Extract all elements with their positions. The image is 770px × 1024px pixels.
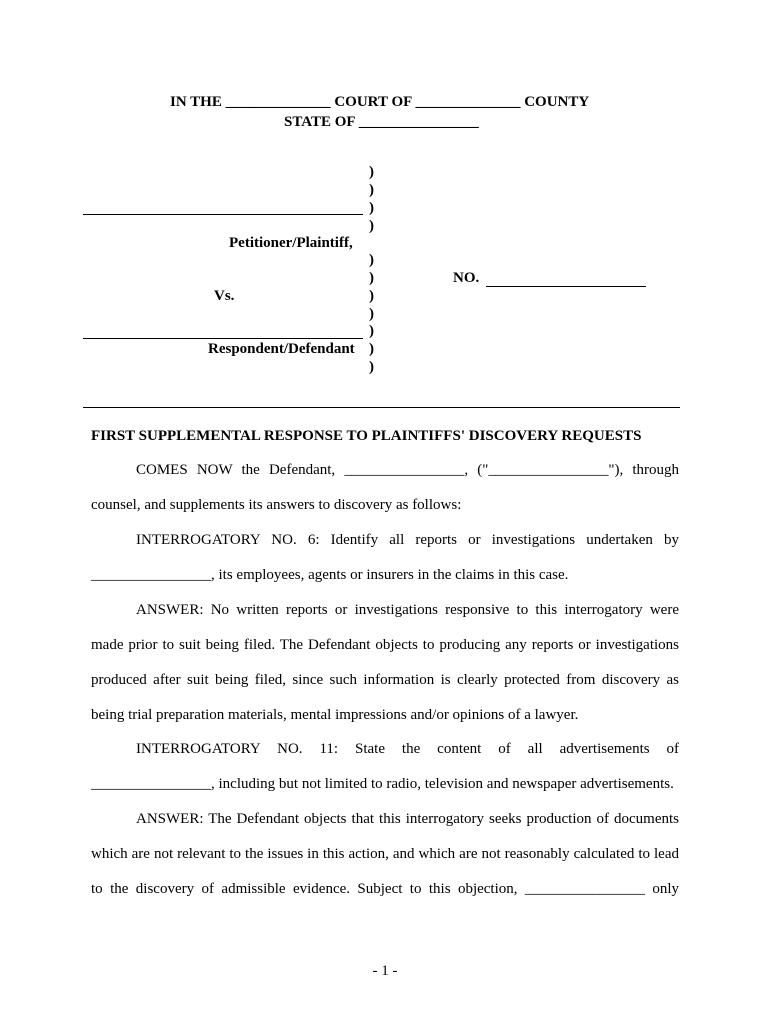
- answer-11-text: ANSWER: The Defendant objects that this interrogatory seeks production of documents which are not relevant to the issues in this action, and which are not reasonably calculated to lead to the discovery of admissible evidence. Subject to this objection, ________________ only: [91, 811, 679, 897]
- caption-paren: ): [369, 200, 374, 216]
- respondent-name-blank: [83, 338, 363, 339]
- interrogatory-6-line-2: ________________, its employees, agents or insurers in the claims in this case.: [91, 567, 569, 583]
- caption-paren: ): [369, 288, 374, 304]
- caption-paren: ): [369, 182, 374, 198]
- answer-6: [91, 593, 679, 733]
- caption-paren: ): [369, 323, 374, 339]
- caption-paren: ): [369, 341, 374, 357]
- intro-line-2: counsel, and supplements its answers to discovery as follows:: [91, 497, 462, 513]
- interrogatory-6-line-1: INTERROGATORY NO. 6: Identify all reports or investigations undertaken by: [136, 532, 679, 548]
- interrogatory-11-line-2: ________________, including but not limited to radio, television and newspaper advertisements.: [91, 776, 674, 792]
- caption-paren: ): [369, 218, 374, 234]
- versus-label: Vs.: [214, 288, 235, 304]
- caption-paren: ): [369, 306, 374, 322]
- caption-paren: ): [369, 359, 374, 375]
- caption-paren: ): [369, 252, 374, 268]
- case-number-blank: [486, 286, 646, 287]
- state-line: STATE OF ________________: [284, 114, 479, 130]
- page-number: - 1 -: [372, 963, 398, 979]
- caption-paren: ): [369, 164, 374, 180]
- answer-11: [91, 802, 679, 907]
- petitioner-name-blank: [83, 214, 363, 215]
- answer-6-text: ANSWER: No written reports or investigations responsive to this interrogatory were made prior to suit being filed. The Defendant objects to producing any reports or investigations produced after suit being filed, since such information is clearly protected from discovery as being trial preparation materials, mental impressions and/or opinions of a lawyer.: [91, 602, 679, 723]
- document-title: FIRST SUPPLEMENTAL RESPONSE TO PLAINTIFFS' DISCOVERY REQUESTS: [91, 428, 642, 444]
- court-line: IN THE ______________ COURT OF ______________ COUNTY: [170, 94, 590, 110]
- interrogatory-11-line-1: INTERROGATORY NO. 11: State the content of all advertisements of: [136, 741, 679, 757]
- caption-paren: ): [369, 270, 374, 286]
- caption-separator: [83, 407, 680, 408]
- case-number-label: NO.: [453, 270, 480, 286]
- intro-line-1: COMES NOW the Defendant, ________________, ("________________"), through: [136, 462, 679, 478]
- interrogatory-6: [91, 523, 679, 593]
- intro-paragraph: [91, 453, 679, 523]
- petitioner-label: Petitioner/Plaintiff,: [229, 235, 353, 251]
- respondent-label: Respondent/Defendant: [208, 341, 355, 357]
- interrogatory-11: [91, 732, 679, 802]
